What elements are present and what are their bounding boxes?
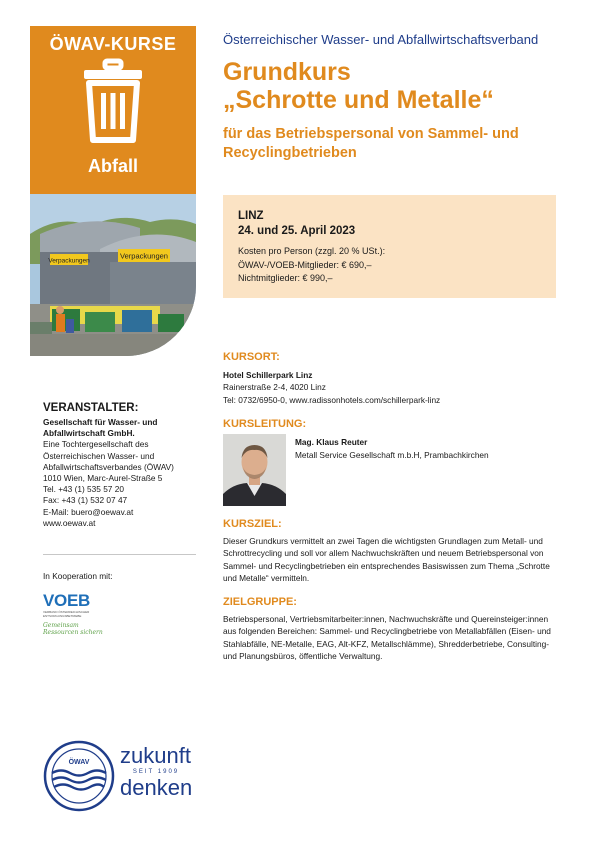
speaker-info (295, 436, 489, 461)
venue-name: Hotel Schillerpark Linz (223, 370, 313, 380)
course-title (223, 58, 494, 114)
organizer-fax: Fax: +43 (1) 532 07 47 (43, 495, 128, 506)
cost-nonmembers: Nichtmitglieder: € 990,– (238, 273, 333, 283)
course-date: 24. und 25. April 2023 (238, 225, 356, 237)
course-title-line1: Grundkurs (223, 58, 351, 86)
cost-members: ÖWAV-/VOEB-Mitglieder: € 690,– (238, 259, 372, 270)
voeb-logo-text: VOEB (43, 591, 90, 610)
venue-contact[interactable]: Tel: 0732/6950-0, www.radissonhotels.com/schillerpark-linz (223, 394, 441, 405)
organizer-desc-2: Österreichischen Wasser- und (43, 450, 155, 461)
oewav-emblem-icon (43, 740, 115, 812)
venue-address: Rainerstraße 2-4, 4020 Linz (223, 382, 326, 393)
kursleitung-heading: KURSLEITUNG: (223, 418, 307, 430)
slogan (43, 622, 103, 636)
badge-title: ÖWAV-KURSE (49, 34, 177, 54)
slogan-line1: Gemeinsam (43, 622, 79, 629)
course-city: LINZ (238, 210, 264, 222)
organizer-heading: VERANSTALTER: (43, 402, 139, 414)
organizer-desc-1: Eine Tochtergesellschaft des (43, 439, 149, 450)
organizer-tel: Tel. +43 (1) 535 57 20 (43, 484, 124, 495)
badge-category: Abfall (87, 156, 138, 176)
speaker-company: Metall Service Gesellschaft m.b.H, Prambachkirchen (295, 449, 489, 460)
voeb-logo-subtext: VERBAND ÖSTERREICHISCHER ENTSORGUNGSBETRIEBE (43, 610, 90, 618)
organizer-name-2: Abfallwirtschaft GmbH. (43, 428, 135, 439)
zukunft-denken-logo (120, 744, 200, 800)
date-price-box (223, 195, 556, 298)
zielgruppe-heading: ZIELGRUPPE: (223, 596, 297, 608)
course-subtitle: für das Betriebspersonal von Sammel- und Recyclingbetrieben (223, 126, 519, 161)
organization-name: Österreichischer Wasser- und Abfallwirtschaftsverband (223, 32, 539, 47)
kursort-heading: KURSORT: (223, 351, 280, 363)
emblem-text: ÖWAV (68, 759, 90, 766)
divider (43, 554, 196, 555)
zielgruppe-text: Betriebspersonal, Vertriebsmitarbeiter:innen, Nachwuchskräfte und Quereinsteiger:innen aus folgenden Bereichen: Sammel- und Recyclingbetriebe von Metallabfällen (Eisen- und Stahlabfälle, NE-Metalle, EAG, Alt-KFZ, Metallschlämme), Shredderbetriebe, Consulting- und Planungsbüros, öffentliche Verwaltung. (223, 614, 551, 661)
logo-line1: zukunft (120, 743, 191, 768)
trash-bin-icon (78, 58, 148, 144)
logo-seit: SEIT 1909 (132, 769, 180, 775)
organizer-name-1: Gesellschaft für Wasser- und (43, 417, 158, 427)
course-badge (30, 26, 196, 194)
sign-right-text: Verpackungen (120, 251, 168, 261)
kursziel-heading: KURSZIEL: (223, 518, 282, 530)
cooperation-label: In Kooperation mit: (43, 571, 113, 581)
kursziel-text: Dieser Grundkurs vermittelt an zwei Tagen die wichtigsten Grundlagen zum Metall- und Schrottrecycling und soll vor allem Nachwuchskräften und neuem Betriebspersonal von Sammel- und Recyclingbetrieben ein entsprechendes Basiswissen zum Thema „Schrotte und Metalle“ vermitteln. (223, 536, 550, 583)
sign-left-text: Verpackungen (48, 257, 90, 265)
voeb-logo (43, 592, 103, 622)
organizer-desc-3: Abfallwirtschaftsverbandes (ÖWAV) (43, 461, 174, 472)
course-title-line2: „Schrotte und Metalle“ (223, 86, 494, 114)
organizer-block (43, 402, 193, 529)
recycling-photo (30, 194, 196, 356)
cost-label: Kosten pro Person (zzgl. 20 % USt.): (238, 246, 386, 256)
speaker-name: Mag. Klaus Reuter (295, 437, 368, 447)
organizer-address: 1010 Wien, Marc-Aurel-Straße 5 (43, 473, 163, 484)
speaker-portrait (223, 434, 286, 506)
kursort-details (223, 369, 559, 406)
organizer-email[interactable]: E-Mail: buero@oewav.at (43, 506, 134, 517)
organizer-web[interactable]: www.oewav.at (43, 517, 96, 528)
logo-line2: denken (120, 775, 193, 800)
slogan-line2: Ressourcen sichern (43, 629, 103, 636)
